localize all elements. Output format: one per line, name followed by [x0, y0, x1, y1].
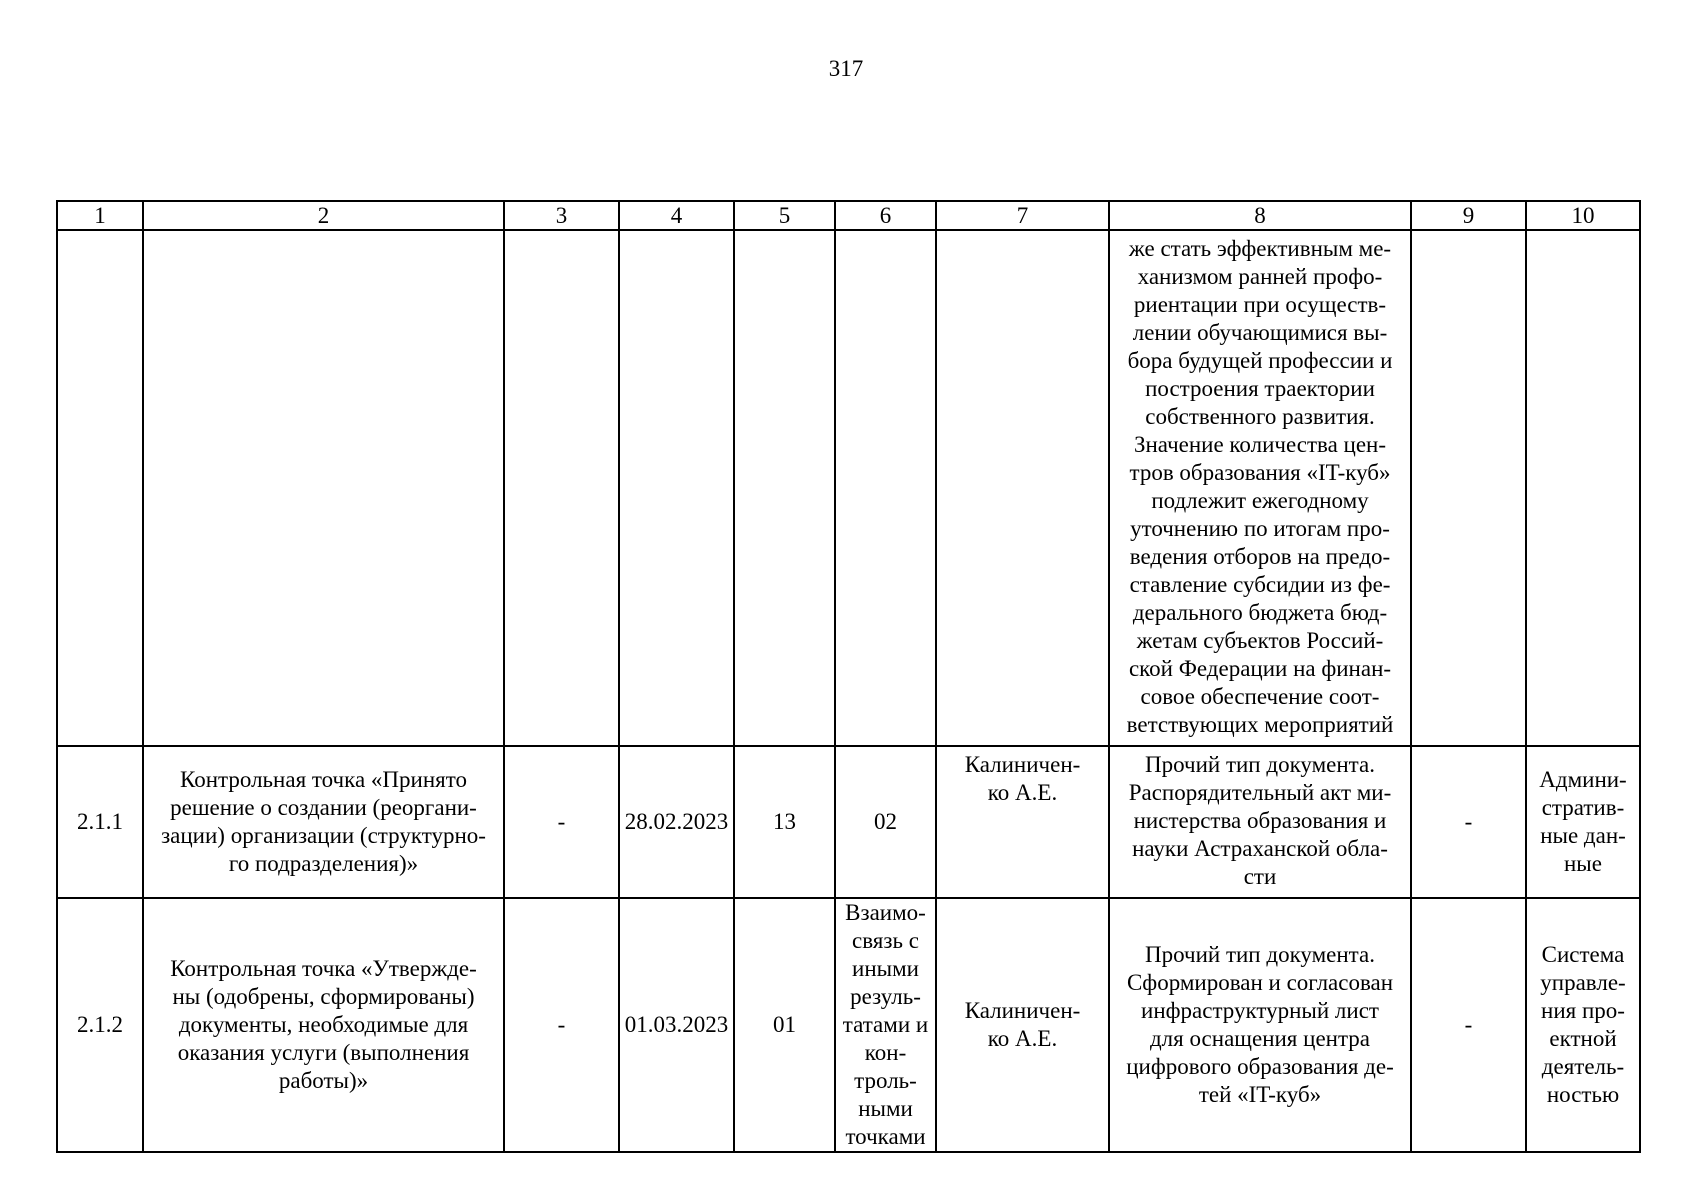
table-cell-number: 2.1.1: [57, 746, 143, 898]
column-header: 10: [1526, 201, 1640, 230]
table-cell-level: -: [1411, 898, 1526, 1152]
table-cell-date: 28.02.2023: [619, 746, 734, 898]
table-cell: [835, 230, 936, 746]
table-row: [57, 898, 1640, 1152]
table-cell: [504, 230, 619, 746]
table-cell: [57, 230, 143, 746]
table-row: [57, 746, 1640, 898]
table-cell-type: 02: [835, 746, 936, 898]
table-cell-responsible: Калиничен- ко А.Е.: [936, 898, 1109, 1152]
table-cell-description: Прочий тип документа. Распорядительный акт ми- нистерства образования и науки Астраханской обла- сти: [1109, 746, 1411, 898]
column-header: 3: [504, 201, 619, 230]
column-header: 1: [57, 201, 143, 230]
table-cell-level: -: [1411, 746, 1526, 898]
table-cell: [619, 230, 734, 746]
column-header: 7: [936, 201, 1109, 230]
table-cell-name: Контрольная точка «Утвержде- ны (одобрены, сформированы) документы, необходимые для оказания услуги (выполнения работы)»: [143, 898, 504, 1152]
table-cell-code: 13: [734, 746, 835, 898]
table-cell-number: 2.1.2: [57, 898, 143, 1152]
table-cell-code: 01: [734, 898, 835, 1152]
table-cell-system: Система управле- ния про- ектной деятель- ностью: [1526, 898, 1640, 1152]
table-cell: [1411, 230, 1526, 746]
table-row-continuation: [57, 230, 1640, 746]
table-cell-start: -: [504, 898, 619, 1152]
table-cell-date: 01.03.2023: [619, 898, 734, 1152]
table-cell-name: Контрольная точка «Принято решение о создании (реоргани- зации) организации (структурно- го подразделения)»: [143, 746, 504, 898]
table-cell-responsible: Калиничен- ко А.Е.: [936, 746, 1109, 898]
document-table: [56, 200, 1641, 1153]
column-header: 9: [1411, 201, 1526, 230]
table-cell: [1526, 230, 1640, 746]
table-cell: [734, 230, 835, 746]
column-header: 5: [734, 201, 835, 230]
table-cell-description: Прочий тип документа. Сформирован и согласован инфраструктурный лист для оснащения центра цифрового образования де- тей «IT-куб»: [1109, 898, 1411, 1152]
table-cell-description: же стать эффективным ме- ханизмом ранней профо- риентации при осуществ- лении обучающимися вы- бора будущей профессии и построения траектории собственного развития. Значение количества цен- тров образования «IT-куб» подлежит ежегодному уточнению по итогам про- ведения отборов на предо- ставление субсидии из фе- дерального бюджета бюд- жетам субъектов Россий- ской Федерации на финан- совое обеспечение соот- ветствующих мероприятий: [1109, 230, 1411, 746]
table-cell-type: Взаимо- связь с иными резуль- татами и кон- троль- ными точками: [835, 898, 936, 1152]
page-number: 317: [828, 56, 864, 81]
column-header: 8: [1109, 201, 1411, 230]
table-cell: [143, 230, 504, 746]
table-cell-start: -: [504, 746, 619, 898]
table-cell: [936, 230, 1109, 746]
column-header: 4: [619, 201, 734, 230]
table-cell-system: Админи- стратив- ные дан- ные: [1526, 746, 1640, 898]
column-header: 6: [835, 201, 936, 230]
table-header-row: [57, 201, 1640, 230]
column-header: 2: [143, 201, 504, 230]
